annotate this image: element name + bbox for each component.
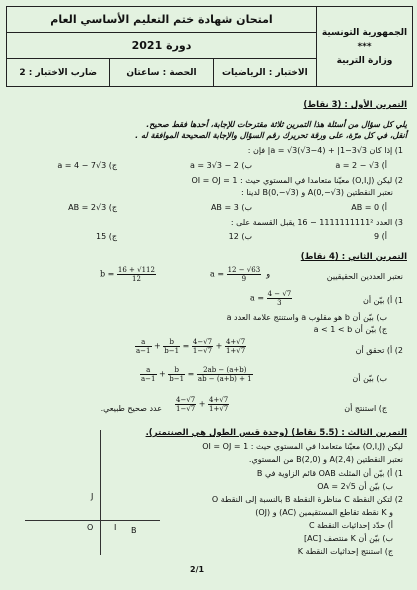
- ex2-b-def: b = $\frac{16 + √112}{12}$: [100, 266, 155, 283]
- point-label-b: B: [131, 526, 137, 535]
- ex1-intro1: يلي كل سؤال من أسئلة هذا التمرين ثلاثة مقترحات للإجابة، أحدها فقط صحيح.: [146, 120, 407, 129]
- ex1-q3-c: ج) 15: [95, 232, 117, 241]
- ex1-q1-a: أ) a = 2 − √3: [335, 161, 387, 170]
- ex2-q1a-eq: a = $\frac{4 - √7}{3}$: [250, 290, 292, 307]
- ex2-q1c: ج) بيّن أن a < 1 < b: [313, 325, 387, 334]
- ex2-intro: نعتبر العددين الحقيقيين: [326, 272, 403, 281]
- ex3-line4: ب) بيّن أن OA = 2√5: [317, 482, 393, 491]
- ex1-q1: 1) إذا كان a = √3(√3−4) + |1−3√3| فإن :: [247, 146, 403, 155]
- point-label-i: I: [114, 523, 117, 532]
- ex1-q2-a2: ب) AB = 3: [210, 203, 252, 212]
- ex2-q2b: ب) بيّن أن: [352, 374, 387, 383]
- ex2-q1a: 1) أ) بيّن أن: [362, 296, 403, 305]
- ministry-name: وزارة التربية: [336, 55, 393, 66]
- ex2-q2b-eq: $\frac{a}{a-1}$ + $\frac{b}{b-1}$ = $\frac{2ab - (a+b)}{ab - (a+b) + 1}$: [141, 366, 252, 383]
- ex2-q2a-eq: $\frac{a}{a-1}$ + $\frac{b}{b-1}$ = $\frac{4-√7}{1-√7}$ + $\frac{4+√7}{1+√7}$: [136, 338, 246, 355]
- exam-duration: الحصة : ساعتان: [109, 59, 212, 86]
- x-axis: [25, 520, 160, 521]
- ex3-line7: أ) حدّد إحداثيات النقطة C: [309, 521, 393, 530]
- ex1-intro2: أنقل، في كل مرّة، على ورقة تحريرك رقم السؤال والإجابة الصحيحة الموافقة له .: [135, 131, 407, 140]
- country-name: الجمهورية التونسية: [321, 27, 408, 38]
- ex3-line1: ليكن (O,I,J) معيّنا متعامدا في المستوي حيث : OI = OJ = 1: [202, 442, 403, 451]
- ex2-a-def: a = $\frac{12 - √63}{9}$ و: [210, 266, 271, 283]
- ex2-q2c-end: عدد صحيح طبيعي.: [100, 404, 162, 413]
- ex1-q2-b: نعتبر النقطتين A(0,−√3) و B(0,−√3) لدينا :: [241, 188, 393, 197]
- ex1-q3-b: ب) 12: [228, 232, 252, 241]
- ex3-line6: و K نقطة تقاطع المستقيمين (AC) و (OJ): [255, 508, 393, 517]
- ex1-q3: 3) العدد 1111111111² − 16 يقبل القسمة على :: [230, 218, 403, 227]
- ex2-q1b: ب) بيّن أن b هو مقلوب a واستنتج علامة العدد a: [226, 313, 387, 322]
- page-number: 2/1: [190, 565, 205, 574]
- ex1-q2-a3: ج) AB = 2√3: [68, 203, 117, 212]
- ex1-q1-b: ب) a = 3√3 − 2: [189, 161, 252, 170]
- ex1-q2: 2) ليكن (O,I,J) معيّنا متعامدا في المستوي حيث : OI = OJ = 1: [191, 176, 403, 185]
- ex3-line5: 2) لتكن النقطة C مناظرة النقطة B بالنسبة إلى النقطة O: [211, 495, 403, 504]
- exam-subject: الاختبار : الرياضيات: [213, 59, 316, 86]
- ex2-q2c: ج) استنتج أن: [344, 404, 387, 413]
- exam-coefficient: ضارب الاختبار : 2: [19, 67, 98, 78]
- exam-title: امتحان شهادة ختم التعليم الأساسي العام: [7, 7, 316, 33]
- ex2-q2c-eq: $\frac{4-√7}{1-√7}$ + $\frac{4+√7}{1+√7}$: [176, 396, 229, 413]
- ex1-q3-a: أ) 9: [374, 232, 387, 241]
- exam-session: دورة 2021: [7, 33, 316, 59]
- point-label-j: J: [91, 492, 94, 501]
- ex2-title: التمرين الثاني : (4 نقاط): [300, 252, 407, 262]
- ex1-q2-a1: أ) AB = 0: [351, 203, 387, 212]
- stars: ***: [357, 41, 372, 52]
- ex3-line8: ب) بيّن أن K منتصف [AC]: [304, 534, 393, 543]
- ex2-q2a: 2) أ) تحقق أن: [355, 346, 403, 355]
- exam-header: [6, 6, 413, 87]
- y-axis: [100, 430, 101, 555]
- ex1-q1-c: ج) a = 4 − 7√3: [57, 161, 117, 170]
- ex3-line3: 1) أ) بيّن أن المثلث OAB قائم الزاوية في B: [256, 469, 403, 478]
- ex3-title: التمرين الثالث : (5.5 نقاط) (وحدة قيس الطول هي الصنتمتر).: [145, 428, 407, 438]
- ex3-line9: ج) استنتج إحداثيات النقطة K: [297, 547, 393, 556]
- ex3-line2: نعتبر النقطتين A(2,4) و B(2,0) من المستوي.: [248, 455, 403, 464]
- ex1-title: التمرين الأول : (3 نقاط): [303, 100, 407, 110]
- point-label-o: O: [87, 523, 94, 532]
